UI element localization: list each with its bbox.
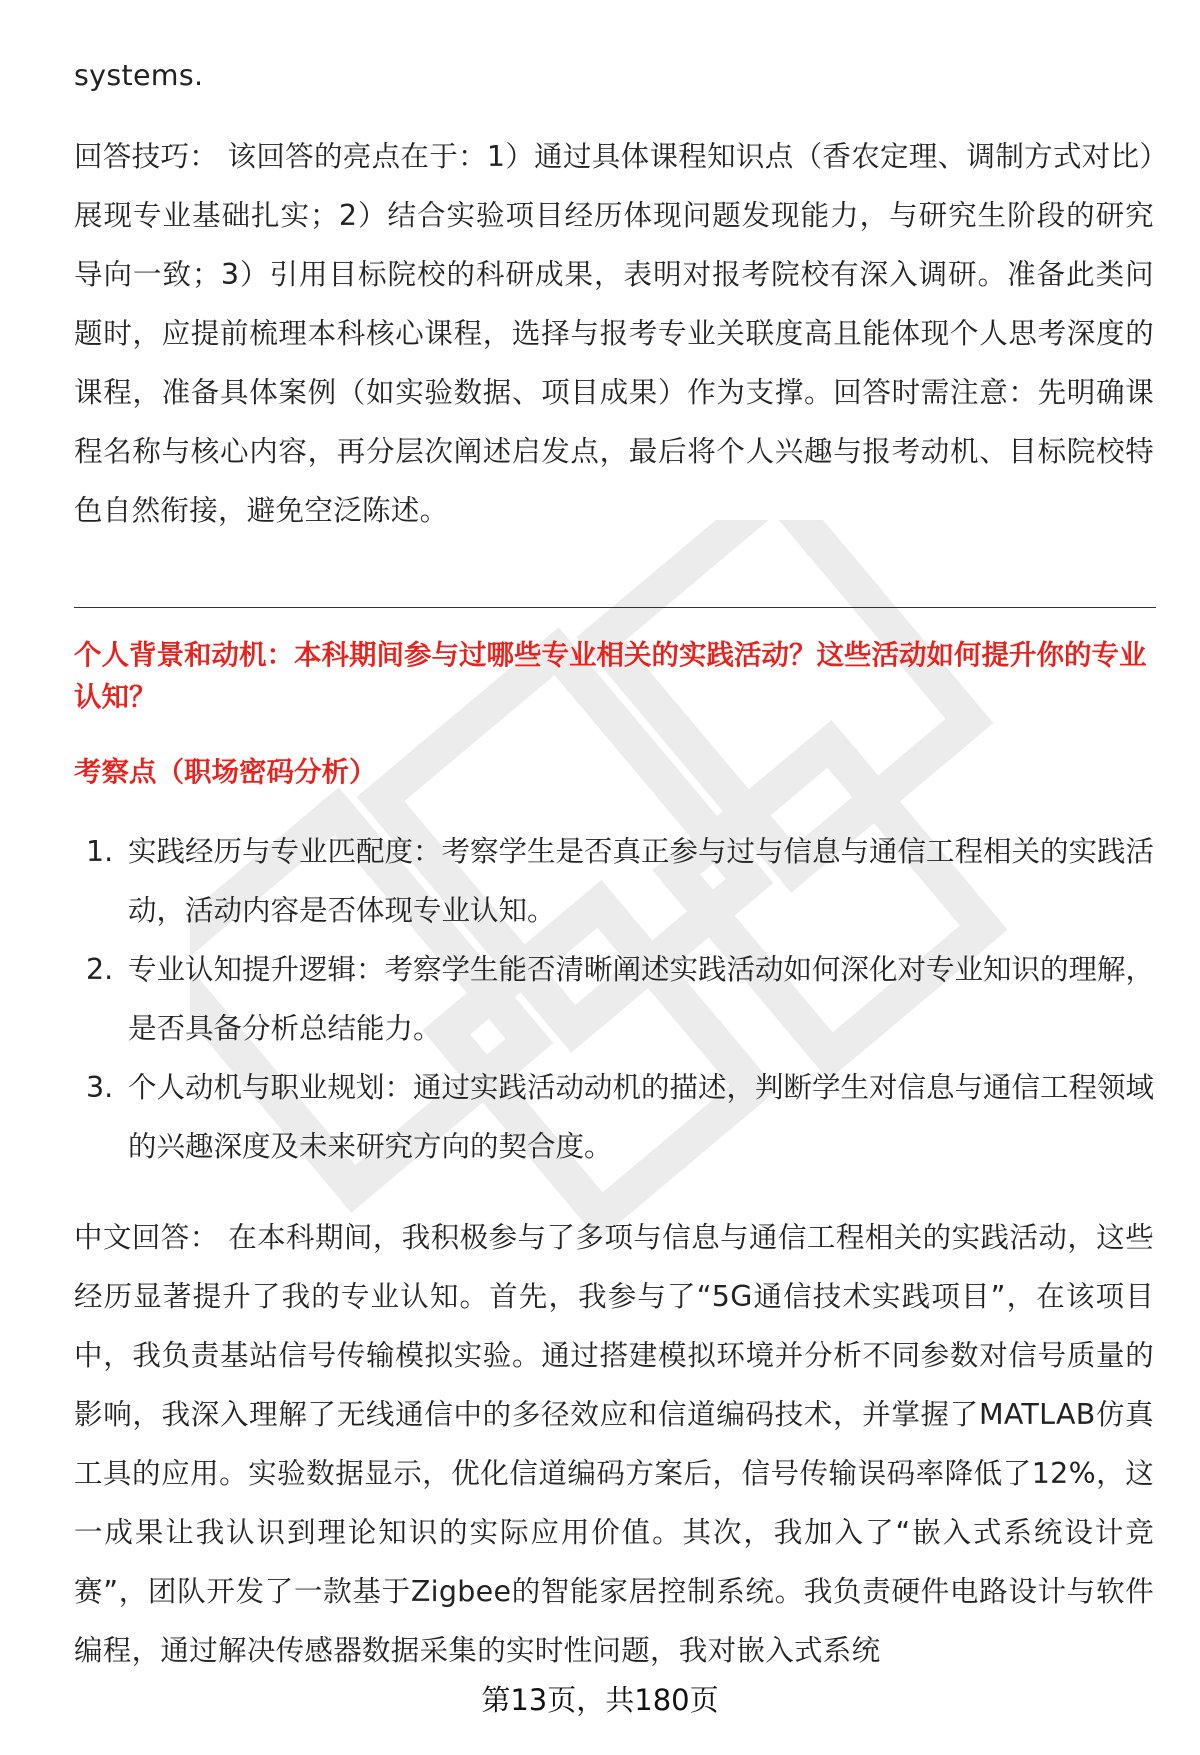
list-item	[74, 822, 1159, 940]
chinese-answer-paragraph	[74, 1208, 1154, 1680]
list-item-text: 个人动机与职业规划：通过实践活动动机的描述，判断学生对信息与通信工程领域的兴趣深度及未来研究方向的契合度。	[128, 1071, 1155, 1163]
chinese-answer-label: 中文回答：	[74, 1221, 219, 1254]
answer-tips-label: 回答技巧：	[74, 140, 219, 173]
list-item	[74, 1058, 1159, 1176]
list-item-number: 1.	[86, 835, 114, 868]
paragraph-text: systems.	[74, 59, 204, 92]
assessment-points-list	[74, 822, 1159, 1176]
assessment-points-heading: 考察点（职场密码分析）	[74, 756, 377, 788]
page-footer: 第13页，共180页	[481, 1683, 719, 1717]
list-item	[74, 940, 1159, 1058]
question-heading: 个人背景和动机：本科期间参与过哪些专业相关的实践活动？这些活动如何提升你的专业认知？	[74, 639, 1147, 713]
list-item-number: 3.	[86, 1071, 114, 1104]
list-item-number: 2.	[86, 953, 114, 986]
chinese-answer-body: 在本科期间，我积极参与了多项与信息与通信工程相关的实践活动，这些经历显著提升了我的专业认知。首先，我参与了“5G通信技术实践项目”，在该项目中，我负责基站信号传输模拟实验。通过搭建模拟环境并分析不同参数对信号质量的影响，我深入理解了无线通信中的多径效应和信道编码技术，并掌握了MATLAB仿真工具的应用。实验数据显示，优化信道编码方案后，信号传输误码率降低了12%，这一成果让我认识到理论知识的实际应用价值。其次，我加入了“嵌入式系统设计竞赛”，团队开发了一款基于Zigbee的智能家居控制系统。我负责硬件电路设计与软件编程，通过解决传感器数据采集的实时性问题，我对嵌入式系统	[74, 1221, 1154, 1667]
list-item-text: 实践经历与专业匹配度：考察学生是否真正参与过与信息与通信工程相关的实践活动，活动内容是否体现专业认知。	[128, 835, 1155, 927]
answer-tips-paragraph	[74, 127, 1154, 540]
section-divider	[74, 607, 1156, 608]
answer-tips-body: 该回答的亮点在于：1）通过具体课程知识点（香农定理、调制方式对比）展现专业基础扎实；2）结合实验项目经历体现问题发现能力，与研究生阶段的研究导向一致；3）引用目标院校的科研成果，表明对报考院校有深入调研。准备此类问题时，应提前梳理本科核心课程，选择与报考专业关联度高且能体现个人思考深度的课程，准备具体案例（如实验数据、项目成果）作为支撑。回答时需注意：先明确课程名称与核心内容，再分层次阐述启发点，最后将个人兴趣与报考动机、目标院校特色自然衔接，避免空泛陈述。	[74, 140, 1154, 527]
list-item-text: 专业认知提升逻辑：考察学生能否清晰阐述实践活动如何深化对专业知识的理解，是否具备分析总结能力。	[128, 953, 1155, 1045]
paragraph-continuation	[74, 46, 1154, 105]
